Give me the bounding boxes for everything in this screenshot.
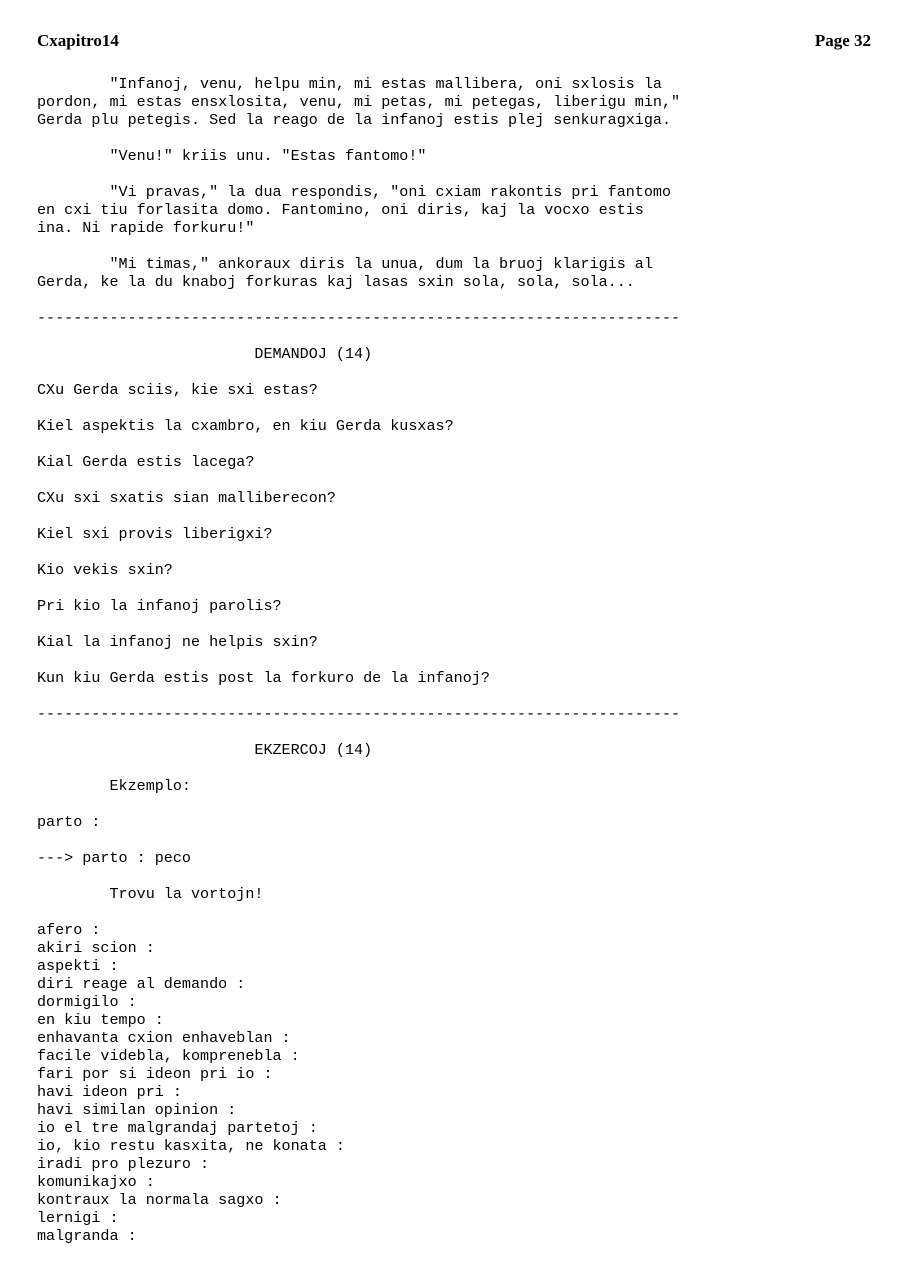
text-line: "Vi pravas," la dua respondis, "oni cxiam rakontis pri fantomo bbox=[37, 183, 672, 201]
text-line: fari por si ideon pri io : bbox=[37, 1065, 273, 1083]
text-line: pordon, mi estas ensxlosita, venu, mi petas, mi petegas, liberigu min," bbox=[37, 93, 681, 111]
text-line bbox=[37, 759, 680, 777]
text-line: ----------------------------------------------------------------------- bbox=[37, 705, 681, 723]
text-line: Pri kio la infanoj parolis? bbox=[37, 597, 282, 615]
text-line: EKZERCOJ (14) bbox=[37, 741, 373, 759]
text-line bbox=[37, 327, 680, 345]
text-line bbox=[37, 903, 680, 921]
text-line: Kun kiu Gerda estis post la forkuro de la infanoj? bbox=[37, 669, 490, 687]
text-line bbox=[37, 237, 680, 255]
text-line: io, kio restu kasxita, ne konata : bbox=[37, 1137, 345, 1155]
text-line: parto : bbox=[37, 813, 101, 831]
text-line bbox=[37, 687, 680, 705]
text-line bbox=[37, 543, 680, 561]
text-line: "Mi timas," ankoraux diris la unua, dum la bruoj klarigis al bbox=[37, 255, 653, 273]
text-line bbox=[37, 165, 680, 183]
text-line bbox=[37, 363, 680, 381]
text-line: afero : bbox=[37, 921, 101, 939]
text-line bbox=[37, 471, 680, 489]
text-line: Kial la infanoj ne helpis sxin? bbox=[37, 633, 318, 651]
text-line: ina. Ni rapide forkuru!" bbox=[37, 219, 255, 237]
text-line: malgranda : bbox=[37, 1227, 137, 1245]
text-line bbox=[37, 795, 680, 813]
text-line: Kio vekis sxin? bbox=[37, 561, 173, 579]
text-line: DEMANDOJ (14) bbox=[37, 345, 373, 363]
text-line: akiri scion : bbox=[37, 939, 155, 957]
text-line bbox=[37, 507, 680, 525]
text-line bbox=[37, 867, 680, 885]
text-line bbox=[37, 129, 680, 147]
text-line: ----------------------------------------------------------------------- bbox=[37, 309, 681, 327]
text-line: havi ideon pri : bbox=[37, 1083, 182, 1101]
text-line: aspekti : bbox=[37, 957, 119, 975]
text-line: "Infanoj, venu, helpu min, mi estas mallibera, oni sxlosis la bbox=[37, 75, 662, 93]
document-body bbox=[37, 75, 680, 1245]
text-line: havi similan opinion : bbox=[37, 1101, 237, 1119]
text-line bbox=[37, 579, 680, 597]
text-line: kontraux la normala sagxo : bbox=[37, 1191, 282, 1209]
text-line: en cxi tiu forlasita domo. Fantomino, oni diris, kaj la vocxo estis bbox=[37, 201, 644, 219]
text-line: iradi pro plezuro : bbox=[37, 1155, 210, 1173]
text-line bbox=[37, 399, 680, 417]
text-line: Kiel sxi provis liberigxi? bbox=[37, 525, 273, 543]
text-line: CXu Gerda sciis, kie sxi estas? bbox=[37, 381, 318, 399]
text-line: Kial Gerda estis lacega? bbox=[37, 453, 255, 471]
text-line: enhavanta cxion enhaveblan : bbox=[37, 1029, 291, 1047]
page-number: Page 32 bbox=[814, 31, 871, 50]
text-line bbox=[37, 615, 680, 633]
text-line: Ekzemplo: bbox=[37, 777, 191, 795]
text-line: "Venu!" kriis unu. "Estas fantomo!" bbox=[37, 147, 427, 165]
text-line bbox=[37, 831, 680, 849]
text-line: CXu sxi sxatis sian malliberecon? bbox=[37, 489, 336, 507]
text-line bbox=[37, 291, 680, 309]
text-line: en kiu tempo : bbox=[37, 1011, 164, 1029]
text-line: komunikajxo : bbox=[37, 1173, 155, 1191]
chapter-title: Cxapitro14 bbox=[37, 31, 119, 50]
text-line: io el tre malgrandaj partetoj : bbox=[37, 1119, 318, 1137]
text-line: Gerda plu petegis. Sed la reago de la infanoj estis plej senkuragxiga. bbox=[37, 111, 672, 129]
text-line: Gerda, ke la du knaboj forkuras kaj lasas sxin sola, sola, sola... bbox=[37, 273, 635, 291]
text-line: Kiel aspektis la cxambro, en kiu Gerda kusxas? bbox=[37, 417, 454, 435]
text-line: diri reage al demando : bbox=[37, 975, 246, 993]
text-line: ---> parto : peco bbox=[37, 849, 191, 867]
text-line: dormigilo : bbox=[37, 993, 137, 1011]
text-line: facile videbla, komprenebla : bbox=[37, 1047, 300, 1065]
text-line bbox=[37, 723, 680, 741]
text-line: Trovu la vortojn! bbox=[37, 885, 264, 903]
text-line: lernigi : bbox=[37, 1209, 119, 1227]
text-line bbox=[37, 651, 680, 669]
text-line bbox=[37, 435, 680, 453]
